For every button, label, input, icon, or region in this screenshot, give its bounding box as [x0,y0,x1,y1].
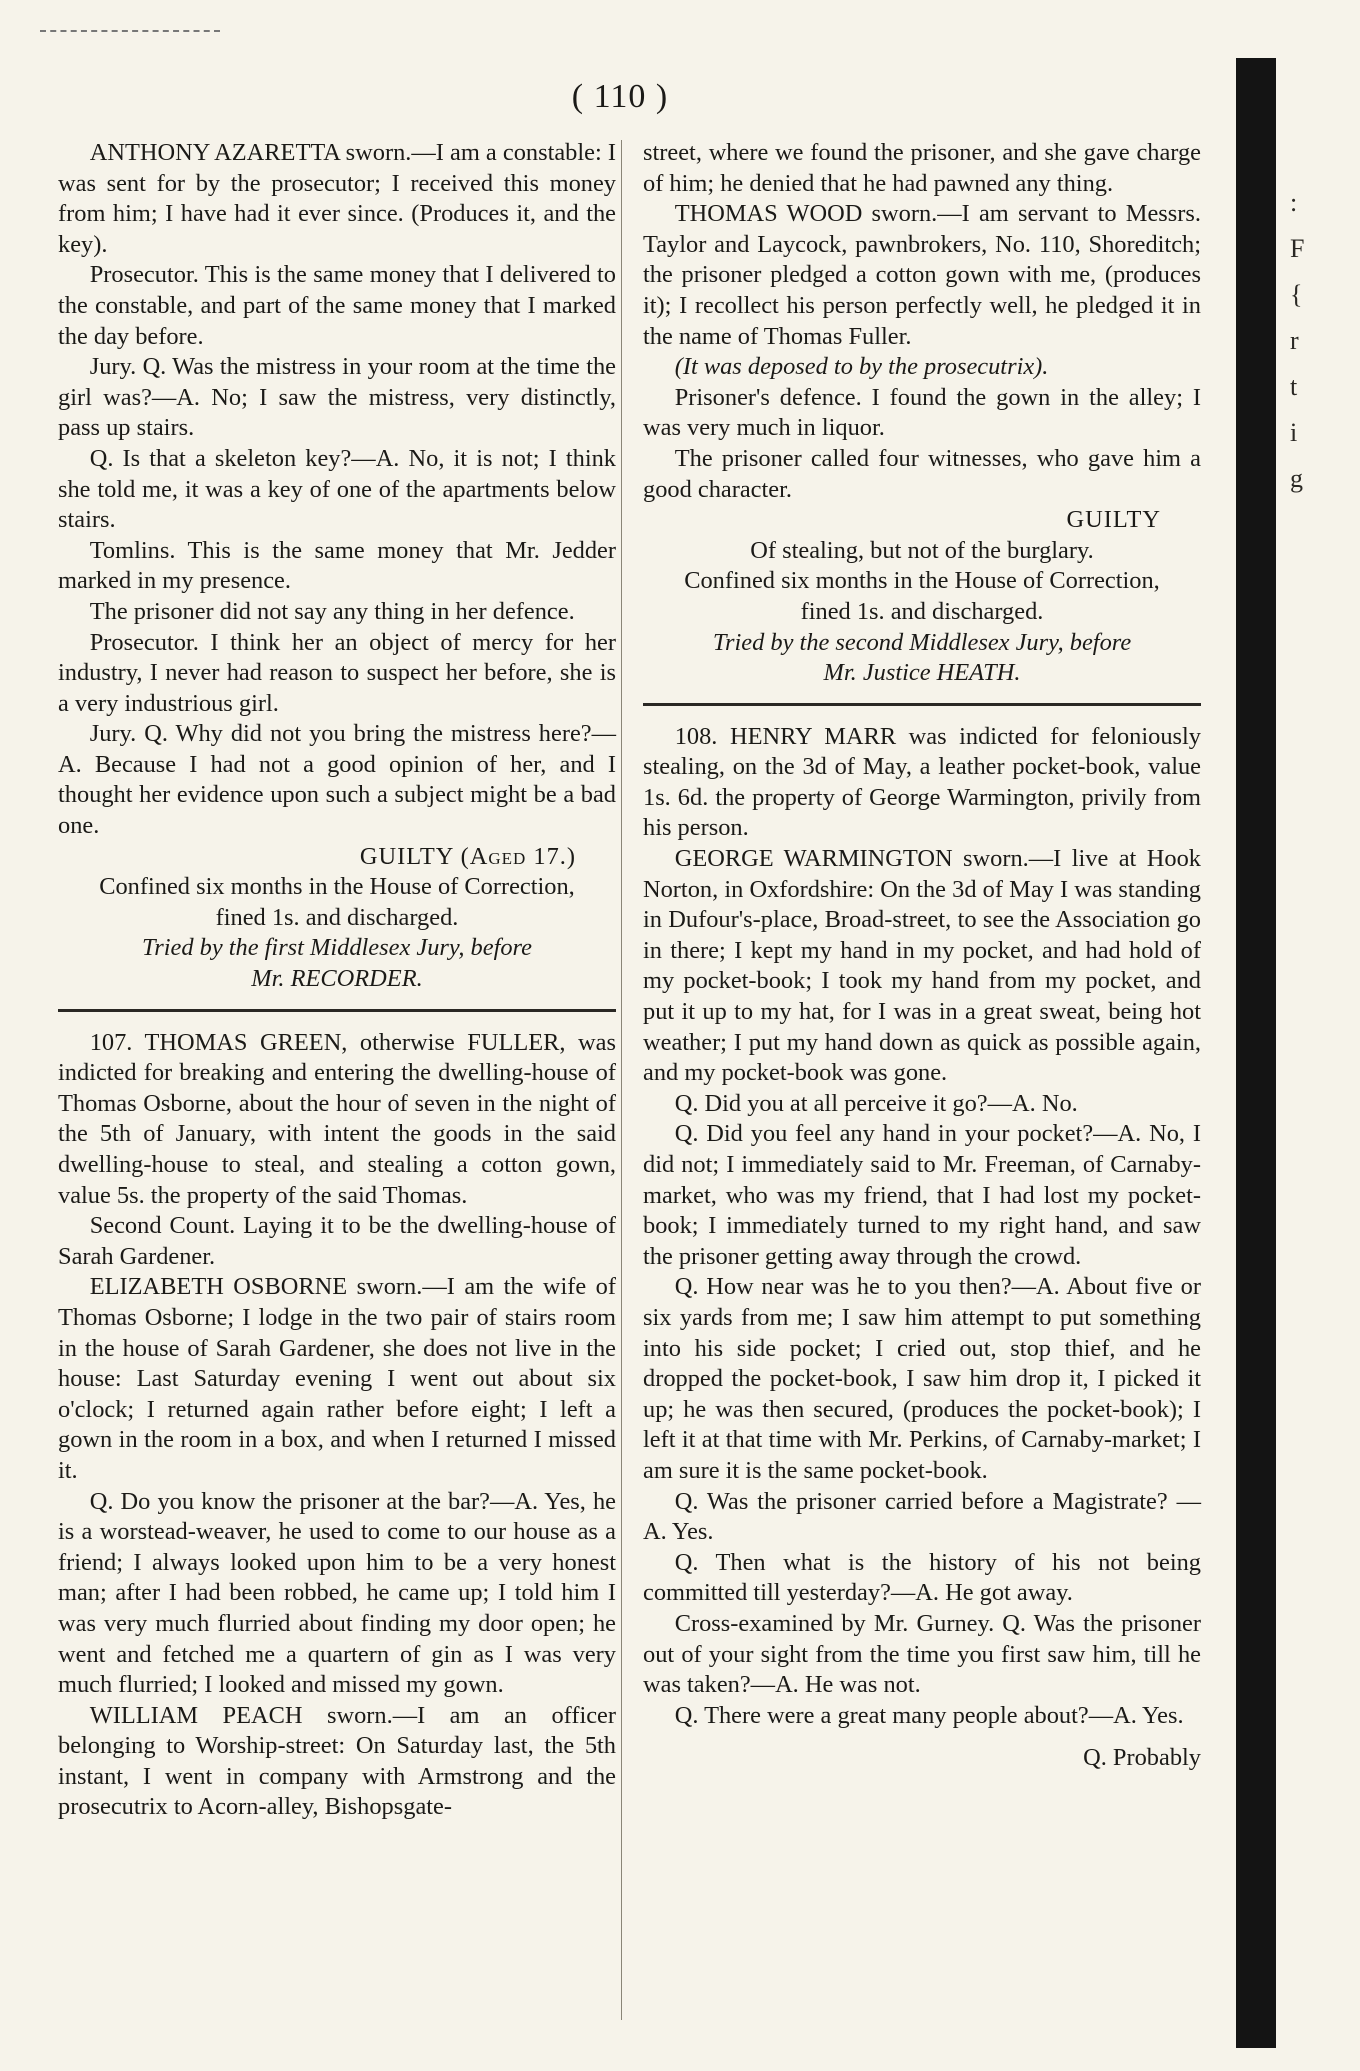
section-divider [58,1009,616,1012]
verdict-detail: Of stealing, but not of the burglary. [750,536,1094,564]
paragraph: GEORGE WARMINGTON sworn.—I live at Hook Norton, in Oxfordshire: On the 3d of May I was standing in Dufour's-place, Broad-street, to see the Association go in there; I kept my hand in my pocket, and had hold of my pocket-book; I took my hand from my pocket, and put it up to my hat, for I was in a great sweat, being hot weather; I put my hand down as quick as possible again, and my pocket-book was gone. [643,845,1201,1087]
paragraph: street, where we found the prisoner, and she gave charge of him; he denied that he had pawned any thing. [643,139,1201,197]
binding-edge-shadow [1236,58,1276,2048]
verdict: GUILTY [1066,506,1161,534]
verdict: GUILTY (Aged 17.) [359,842,576,870]
margin-mark: F [1290,234,1305,263]
paragraph: The prisoner did not say any thing in her defence. [89,597,575,625]
paragraph: WILLIAM PEACH sworn.—I am an officer belonging to Worship-street: On Saturday last, the 5th instant, I went in company with Armstrong and the prosecutrix to Acorn-alley, Bishopsgate- [58,1701,616,1821]
sentence-line: fined 1s. and discharged. [800,597,1044,625]
paragraph: The prisoner called four witnesses, who gave him a good character. [643,444,1201,503]
tried-by-judge: Mr. Justice HEATH. [823,659,1021,687]
section-divider [643,703,1201,706]
margin-mark: g [1290,464,1303,493]
paragraph: THOMAS WOOD sworn.—I am servant to Messrs. Taylor and Laycock, pawnbrokers, No. 110, Shoreditch; the prisoner pledged a cotton gown with me, (produces it); I recollect his person perfectly well, he pledged it in the name of Thomas Fuller. [643,200,1201,350]
paragraph: ELIZABETH OSBORNE sworn.—I am the wife of Thomas Osborne; I lodge in the two pair of stairs room in the house of Sarah Gardener, she does not live in the house: Last Saturday evening I went out about six o'clock; I returned again rather before eight; I left a gown in the room in a box, and when I returned I missed it. [58,1273,616,1484]
catchword: Q. Probably [1083,1744,1201,1772]
paragraph: Q. Did you feel any hand in your pocket?—A. No, I did not; I immediately said to Mr. Freeman, of Carnaby-market, who was my friend, that I had lost my pocket-book; I immediately turned to my right hand, and saw the prisoner getting away through the crowd. [643,1120,1201,1270]
tried-by-judge: Mr. RECORDER. [251,965,423,993]
tried-by-line: Tried by the second Middlesex Jury, before [712,628,1132,656]
paragraph: Cross-examined by Mr. Gurney. Q. Was the prisoner out of your sight from the time you first saw him, till he was taken?—A. He was not. [643,1609,1201,1699]
paragraph: Q. How near was he to you then?—A. About five or six yards from me; I saw him attempt to put something into his side pocket; I cried out, stop thief, and he dropped the pocket-book, I saw him drop it, I picked it up; he was then secured, (produces the pocket-book); I left it at that time with Mr. Perkins, of Carnaby-market; I am sure it is the same pocket-book. [643,1273,1201,1484]
margin-mark: : [1290,188,1298,217]
sentence-line: Confined six months in the House of Correction, [99,873,575,901]
paragraph: (It was deposed to by the prosecutrix). [674,353,1049,381]
paragraph: Jury. Q. Why did not you bring the mistress here?—A. Because I had not a good opinion of her, and I thought her evidence upon such a subject might be a bad one. [58,720,616,840]
facing-page-margin [1290,180,1330,502]
paragraph: Prisoner's defence. I found the gown in the alley; I was very much in liquor. [643,383,1201,442]
paragraph: Q. Was the prisoner carried before a Magistrate? —A. Yes. [643,1487,1201,1546]
paragraph: Q. Did you at all perceive it go?—A. No. [674,1089,1078,1117]
paragraph: Q. There were a great many people about?—A. Yes. [674,1701,1184,1729]
paragraph: Prosecutor. I think her an object of mercy for her industry, I never had reason to suspect her before, she is a very industrious girl. [58,628,616,717]
sentence-line: Confined six months in the House of Correction, [684,567,1160,595]
page-number: ( 110 ) [571,78,669,115]
right-column [643,138,1201,1774]
paragraph: Q. Is that a skeleton key?—A. No, it is not; I think she told me, it was a key of one of the apartments below stairs. [58,444,616,534]
paragraph: Prosecutor. This is the same money that I delivered to the constable, and part of the same money that I marked the day before. [58,261,616,350]
left-column [58,138,616,1823]
case-heading-paragraph: 107. THOMAS GREEN, otherwise FULLER, was indicted for breaking and entering the dwelling-house of Thomas Osborne, about the hour of seven in the night of the 5th of January, with intent the goods in the said dwelling-house to steal, and stealing a cotton gown, value 5s. the property of the said Thomas. [58,1028,616,1209]
margin-mark: { [1290,280,1303,309]
sentence-line: fined 1s. and discharged. [215,903,459,931]
paragraph: Q. Then what is the history of his not being committed till yesterday?—A. He got away. [643,1548,1201,1607]
margin-mark: r [1290,326,1299,355]
margin-mark: t [1290,372,1298,401]
paragraph: ANTHONY AZARETTA sworn.—I am a constable: I was sent for by the prosecutor; I received this money from him; I have had it ever since. (Produces it, and the key). [58,139,616,258]
column-divider [621,140,622,2020]
paragraph: Second Count. Laying it to be the dwelling-house of Sarah Gardener. [58,1212,616,1270]
top-border-dashes [40,30,220,34]
case-heading-paragraph: 108. HENRY MARR was indicted for feloniously stealing, on the 3d of May, a leather pocket-book, value 1s. 6d. the property of George Warmington, privily from his person. [643,722,1201,842]
tried-by-line: Tried by the first Middlesex Jury, before [142,934,532,962]
margin-mark: i [1290,418,1298,447]
paragraph: Q. Do you know the prisoner at the bar?—A. Yes, he is a worstead-weaver, he used to come to our house as a friend; I always looked upon him to be a very honest man; after I had been robbed, he came up; I told him I was very much flurried about finding my door open; he went and fetched me a quartern of gin as I was very much flurried; I looked and missed my gown. [58,1487,616,1699]
paragraph: Tomlins. This is the same money that Mr. Jedder marked in my presence. [58,536,616,595]
paragraph: Jury. Q. Was the mistress in your room at the time the girl was?—A. No; I saw the mistress, very distinctly, pass up stairs. [58,353,616,442]
